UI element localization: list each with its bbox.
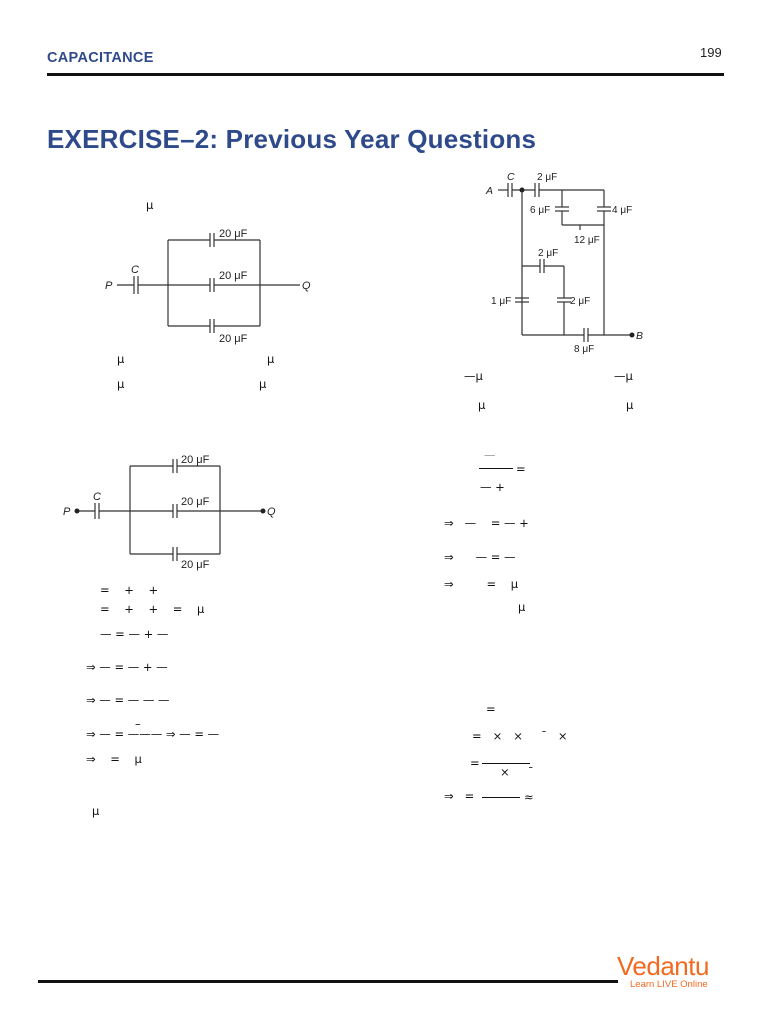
solution-line: = — [470, 756, 480, 770]
a-node-label: A — [486, 185, 494, 197]
question-unit: μ — [146, 198, 154, 212]
option-d-right: μ — [626, 398, 634, 412]
solution-line: = × × ˉ × — [472, 729, 568, 743]
solution-line: — + — [480, 480, 505, 494]
brand-tagline: Learn LIVE Online — [630, 979, 708, 990]
solution-line: ⇒ — = — — — — [86, 693, 170, 707]
footer-rule — [38, 980, 618, 983]
solution-line: ⇒ = μ — [444, 577, 519, 591]
cap-label: 4 μF — [612, 205, 633, 216]
p-node-label: P — [105, 280, 113, 292]
solution-line: ⇒ = μ — [86, 752, 142, 766]
solution-line: = + + — [100, 583, 159, 597]
fraction-bar — [482, 763, 530, 764]
solution-line: — — [484, 448, 496, 462]
solution-line: × ˉ — [500, 765, 534, 779]
option-c-right: μ — [478, 398, 486, 412]
option-b-right: —μ — [614, 369, 633, 383]
p-node-label: P — [63, 506, 71, 518]
fraction-bar — [479, 468, 513, 469]
solution-line: ⇒ — = — — [444, 550, 516, 564]
option-c: μ — [117, 377, 125, 391]
cap-c-label: C — [93, 491, 101, 503]
solution-line: = + + = μ — [100, 602, 205, 616]
cap-label: 20 μF — [181, 496, 210, 508]
solution-line: ⇒ — = — + — [444, 516, 529, 530]
solution-line: ≈ — [524, 790, 534, 804]
cap-label: 12 μF — [574, 235, 600, 246]
solution-line: – — [135, 717, 141, 731]
cap-label: 20 μF — [181, 454, 210, 466]
circuit-question-diagram — [95, 220, 325, 350]
q-node-label: Q — [267, 506, 276, 518]
solution-line: μ — [92, 804, 100, 818]
cap-label: 2 μF — [570, 296, 591, 307]
page-number: 199 — [700, 45, 722, 60]
cap-label: 6 μF — [530, 205, 551, 216]
cap-label: 20 μF — [219, 270, 248, 282]
cap-label: 2 μF — [538, 248, 559, 259]
cap-c-label: C — [131, 264, 139, 276]
q-node-label: Q — [302, 280, 311, 292]
solution-line: = — [516, 462, 526, 476]
option-a-right: —μ — [464, 369, 483, 383]
cap-label: 20 μF — [219, 228, 248, 240]
option-d: μ — [259, 377, 267, 391]
cap-label: 2 μF — [537, 172, 558, 183]
header-rule — [47, 73, 724, 76]
cap-c-label: C — [507, 171, 515, 183]
cap-label: 20 μF — [219, 333, 248, 345]
chapter-title: CAPACITANCE — [47, 50, 154, 66]
fraction-bar — [482, 797, 520, 798]
cap-label: 1 μF — [491, 296, 512, 307]
solution-line: = — [486, 702, 496, 716]
cap-label: 20 μF — [181, 559, 210, 571]
exercise-title: EXERCISE–2: Previous Year Questions — [47, 124, 537, 154]
solution-line: ⇒ — = ——— ⇒ — = — — [86, 727, 220, 741]
circuit-solution-diagram — [55, 448, 295, 578]
brand-logo: Vedantu — [617, 951, 709, 981]
solution-line: ⇒ = — [444, 789, 475, 803]
solution-line: — = — + — — [100, 627, 169, 641]
solution-line: μ — [518, 600, 526, 614]
cap-label: 8 μF — [574, 344, 595, 355]
solution-line: ⇒ — = — + — — [86, 660, 168, 674]
option-a: μ — [117, 352, 125, 366]
option-b: μ — [267, 352, 275, 366]
circuit-network-diagram — [482, 168, 652, 356]
b-node-label: B — [636, 330, 644, 342]
